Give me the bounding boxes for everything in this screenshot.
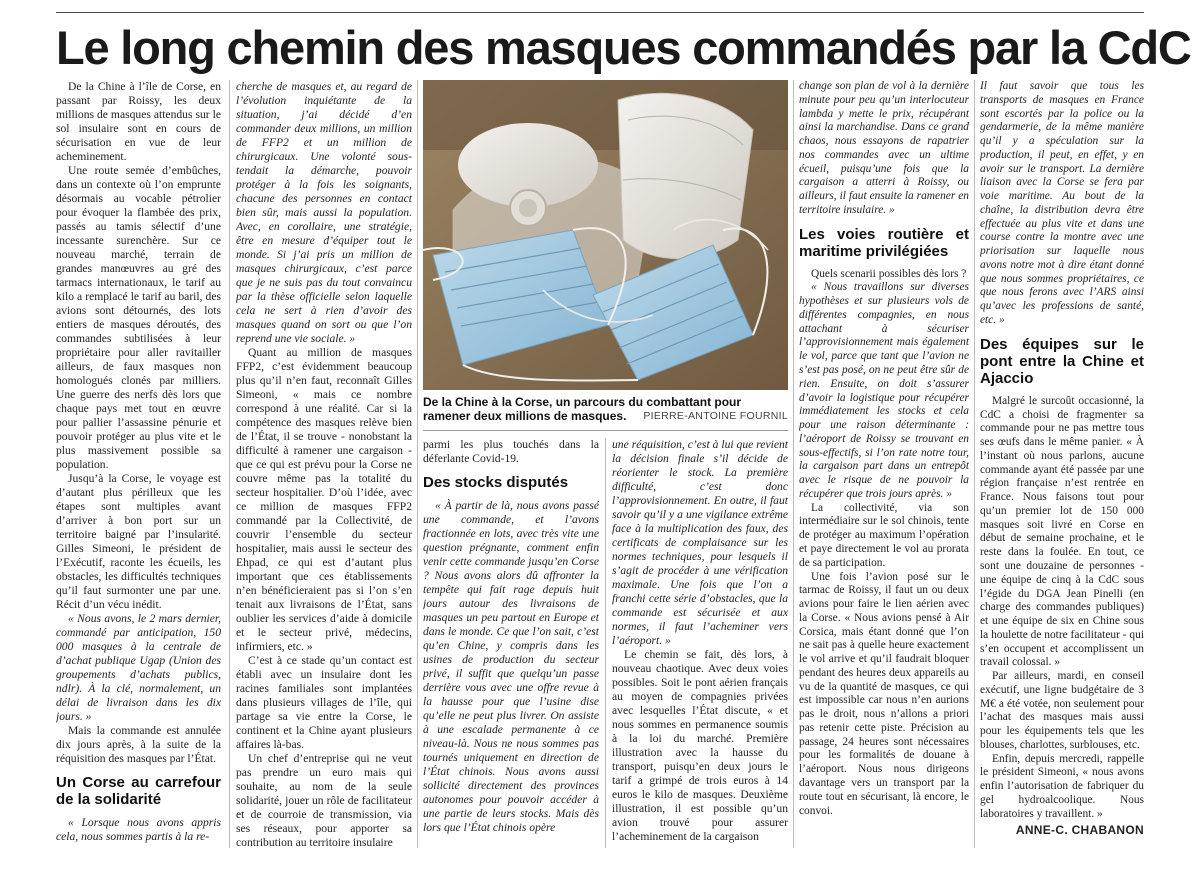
- author-byline: ANNE-C. CHABANON: [1015, 822, 1144, 837]
- paragraph: « Lorsque nous avons appris cela, nous sommes partis à la re-: [56, 816, 221, 843]
- paragraph: Une fois l’avion posé sur le tarmac de Roissy, il faut un ou deux avions pour faire le lien aérien avec la Corse. « Nous avions pensé à Air Corsica, mais étant donné que l’on ne sait pas à quelle heure exactement le vol arrive et qu’il faudrait bloquer pendant des heures deux appareils au vu de la quantité de masques, ce qui est impossible car nous n’en aurions pas le droit, nous n’allons a priori pas retenir cette piste. Précision au passage, 24 heures sont nécessaires pour les formalités de douane à l’aéroport. Nous nous dirigeons davantage vers un transport par la route tout en sécurisant, là encore, le convoi.: [799, 570, 969, 817]
- paragraph: C’est à ce stade qu’un contact est établi avec un insulaire dont les racines familiales sont implantées dans plusieurs villages de l’île, qui partage sa vie entre la Corse, le continent et la Chine ayant plusieurs affaires là-bas.: [236, 654, 412, 751]
- paragraph: Malgré le surcoût occasionné, la CdC a choisi de fragmenter sa commande pour ne pas mettre tous ses œufs dans le même panier. « À l’instant où nous parlons, aucune commande ayant été passée par une région française n’est rentrée en France. Nous faisons tout pour qu’un premier lot de 150 000 masques soit livré en Corse en début de semaine prochaine, et le reste dans la foulée. En tout, ce sont une douzaine de personnes - une équipe de cinq à la CdC sous l’égide du DGA Jean Pinelli (en charge des commandes publiques) et une équipe de six en Chine sous la houlette de notre facilitateur - qui s’en occupent et accomplissent un travail colossal. »: [980, 394, 1144, 669]
- paragraph: Quant au million de masques FFP2, c’est évidemment beaucoup plus qu’il n’en faut, reconnaît Gilles Simeoni, « mais ce nombre correspond à une réalité. Car si la compétence des masques relève bien de l’État, il se trouve - nonobstant la difficulté à ramener une cargaison - que ce qui est prévu pour la Corse ne couvre même pas la totalité du secteur hospitalier. D’où l’idée, avec ce million de masques FFP2 commandé par la Collectivité, de couvrir l’ensemble du secteur hospitalier, mais aussi le secteur des Ehpad, ce qui est d’autant plus important que ces établissements n’en bénéficieraient pas si l’on s’en tenait aux livraisons de l’État, sans oublier les services d’aide à domicile et le secteur privé, médecins, infirmiers, etc. »: [236, 346, 412, 653]
- photo-credit: PIERRE-ANTOINE FOURNIL: [643, 410, 788, 422]
- photo-caption: [423, 395, 788, 423]
- column-divider: [605, 438, 606, 848]
- top-rule: [56, 12, 1144, 13]
- paragraph: Une route semée d’embûches, dans un contexte où l’on emprunte désormais au vocable pétrolier pour évoquer la flambée des prix, passés au tamis sélectif d’une incessante surenchère. Sur ce nouveau marché, terrain de grandes manœuvres au gré des tarmacs internationaux, le tarif au kilo a remplacé le tarif au baril, des avions sont détournés, des lots entiers de masques déroutés, des commandes subtilisées à leur propriétaire pour aller ravitailler ailleurs, de faux masques non homologués clonés par milliers. Une guerre des nerfs dès lors que chaque pays met tout en œuvre pour pallier l’assassine pénurie et pouvoir protéger au plus vite et le plus massivement possible sa population.: [56, 164, 221, 471]
- article-column-4: [612, 438, 788, 848]
- column-divider: [974, 80, 975, 848]
- masks-photo: [423, 80, 788, 390]
- section-heading: Les voies routière et maritime privilégiées: [799, 225, 969, 260]
- headline: Le long chemin des masques commandés par la CdC: [56, 21, 1191, 74]
- article-column-3: [423, 438, 599, 848]
- paragraph: Jusqu’à la Corse, le voyage est d’autant plus périlleux que les étapes sont multiples avant d’arriver à bon port sur un territoire baigné par l’insularité. Gilles Simeoni, le président de l’Exécutif, raconte les écueils, les obstacles, les difficultés techniques qu’il faut surmonter une par une. Récit d’un vécu inédit.: [56, 472, 221, 611]
- paragraph: change son plan de vol à la dernière minute pour peu qu’un interlocuteur lambda y mette le prix, récupérant ainsi la marchandise. Dans ce grand chaos, nous essayons de rapatrier nos commandes avec un ultime écueil, puisqu’une fois que la cargaison a atterri à Roissy, ou ailleurs, il faut ensuite la ramener en territoire insulaire. »: [799, 80, 969, 216]
- article-column-5: [799, 80, 969, 850]
- paragraph: Par ailleurs, mardi, en conseil exécutif, une ligne budgétaire de 3 M€ a été votée, non seulement pour l’achat des masques mais aussi pour les équipements tels que les blouses, charlottes, surblouses, etc.: [980, 670, 1144, 751]
- paragraph: une réquisition, c’est à lui que revient la décision finale s’il décide de réorienter le stock. La première difficulté, c’est donc l’approvisionnement. En outre, il faut savoir qu’il y a une vigilance extrême face à la multiplication des faux, des certificats de complaisance sur les normes techniques, pour lesquels il s’agit de procéder à une vérification maximale. Une fois que l’on a franchi cette série d’obstacles, que la commande est sécurisée et aux normes, il faut l’acheminer vers l’aéroport. »: [612, 438, 788, 647]
- section-heading: Des équipes sur le pont entre la Chine et Ajaccio: [980, 335, 1144, 387]
- paragraph: Mais la commande est annulée dix jours après, à la suite de la réquisition des masques par l’État.: [56, 724, 221, 765]
- paragraph: Le chemin se fait, dès lors, à nouveau chaotique. Avec deux voies possibles. Soit le pont aérien français au moyen de compagnies privées avec lesquelles l’État discute, « et nous sommes en permanence soumis à la loi du marché. Première illustration avec la hausse du transport, puisqu’en deux jours le tarif a grimpé de trois euros à 14 euros le kilo de masques. Deuxième illustration, il est possible qu’un avion trouvé pour assurer l’acheminement de la cargaison: [612, 648, 788, 843]
- paragraph: « Nous travaillons sur diverses hypothèses et sur plusieurs vols de différentes compagnies, en nous attachant à sécuriser l’approvisionnement mais également le vol, parce que tant que l’avion ne s’est pas posé, on ne peut être sûr de rien. Ensuite, on doit s’assurer d’avoir la logistique pour récupérer immédiatement les stocks et cela pour une raison déterminante : l’aéroport de Roissy se trouvant en sous-effectifs, si l’on rate notre tour, la cargaison part dans un entrepôt avec le risque de ne pouvoir la récupérer que trois jours après. »: [799, 281, 969, 500]
- column-divider: [229, 80, 230, 848]
- column-divider: [793, 80, 794, 848]
- article-column-1: [56, 80, 221, 850]
- paragraph: « Nous avons, le 2 mars dernier, commandé par anticipation, 150 000 masques à la centrale de d’achat publique Ugap (Union des groupements d’achats publics, ndlr). À la clé, normalement, un délai de livraison dans les dix jours. »: [56, 612, 221, 723]
- paragraph: La collectivité, via son intermédiaire sur le sol chinois, tente de protéger au maximum l’opération et paye directement le vol au prorata de sa participation.: [799, 501, 969, 569]
- section-heading: Un Corse au carrefour de la solidarité: [56, 774, 221, 808]
- paragraph: Quels scenarii possibles dès lors ?: [811, 267, 967, 280]
- paragraph: « À partir de là, nous avons passé une commande, et l’avons fractionnée en lots, avec très vite une question prégnante, comment enfin venir cette commande jusqu’en Corse ? Nous avons alors dû affronter la tempête qui fait rage depuis huit jours autour des livraisons de masques un peu partout en Europe et dans le monde. Ce que l’on sait, c’est qu’en Chine, y compris dans les usines de production du secteur privé, il suffit que quelqu’un passe derrière vous avec une offre revue à la hausse pour que l’usine dise qu’elle ne peut plus livrer. On assiste à une escalade permanente à ce niveau-là. Nous ne nous sommes pas tournés uniquement en direction de l’État chinois. Nous avons aussi sollicité directement des provinces autonomes pour pouvoir accéder à une partie de leurs stocks. Mais dès lors que l’État chinois opère: [423, 499, 599, 834]
- masks-photo-image: [423, 80, 788, 390]
- paragraph: Enfin, depuis mercredi, rappelle le président Simeoni, « nous avons enfin l’autorisation de fabriquer du gel hydroalcoolique. Nous laboratoires y travaillent. »: [980, 752, 1144, 820]
- article-column-6: [980, 80, 1144, 850]
- paragraph: parmi les plus touchés dans la déferlante Covid-19.: [423, 438, 599, 465]
- paragraph: cherche de masques et, au regard de l’évolution inquiétante de la situation, j’ai décidé d’en commander deux millions, un million de FFP2 et un million de chirurgicaux. Une volonté sous-tendait la démarche, pouvoir protéger à la fois les soignants, chacune des personnes en contact bien sûr, mais aussi la population. Avec, en corollaire, une stratégie, être en mesure d’équiper tout le monde. Si j’ai pris un million de masques chirurgicaux, c’est parce que je ne suis pas du tout convaincu par la thèse officielle selon laquelle cela ne sert à rien d’avoir des masques quand on sort ou que l’on reprend une vie sociale. »: [236, 80, 412, 345]
- caption-rule: [423, 430, 788, 431]
- caption-text: De la Chine à la Corse, un parcours du combattant pour ramener deux millions de masques.: [423, 395, 742, 423]
- paragraph: Un chef d’entreprise qui ne veut pas prendre un euro mais qui souhaite, au nom de la seule solidarité, jouer un rôle de facilitateur et de courroie de transmission, via ses réseaux, pour apporter sa contribution au territoire insulaire: [236, 752, 412, 849]
- article-column-2: [236, 80, 412, 850]
- section-heading: Des stocks disputés: [423, 474, 569, 491]
- paragraph: Il faut savoir que tous les transports de masques en France sont escortés par la police ou la gendarmerie, de la même manière qu’il y a spéculation sur la production, il peut, en effet, y en avoir sur le transport. La dernière liaison avec la Corse se fera par voie maritime. Au bout de la chaîne, la distribution devra être effectuée au plus vite et dans une course contre la montre avec une priorisation sur laquelle nous avons notre mot à dire étant donné que nous sommes propriétaires, ce que nous ferons avec l’ARS ainsi qu’avec les professions de santé, etc. »: [980, 80, 1144, 327]
- paragraph: De la Chine à l’île de Corse, en passant par Roissy, les deux millions de masques attendus sur le sol insulaire sont en cours de sécurisation en vue de leur acheminement.: [56, 80, 221, 163]
- column-divider: [417, 80, 418, 848]
